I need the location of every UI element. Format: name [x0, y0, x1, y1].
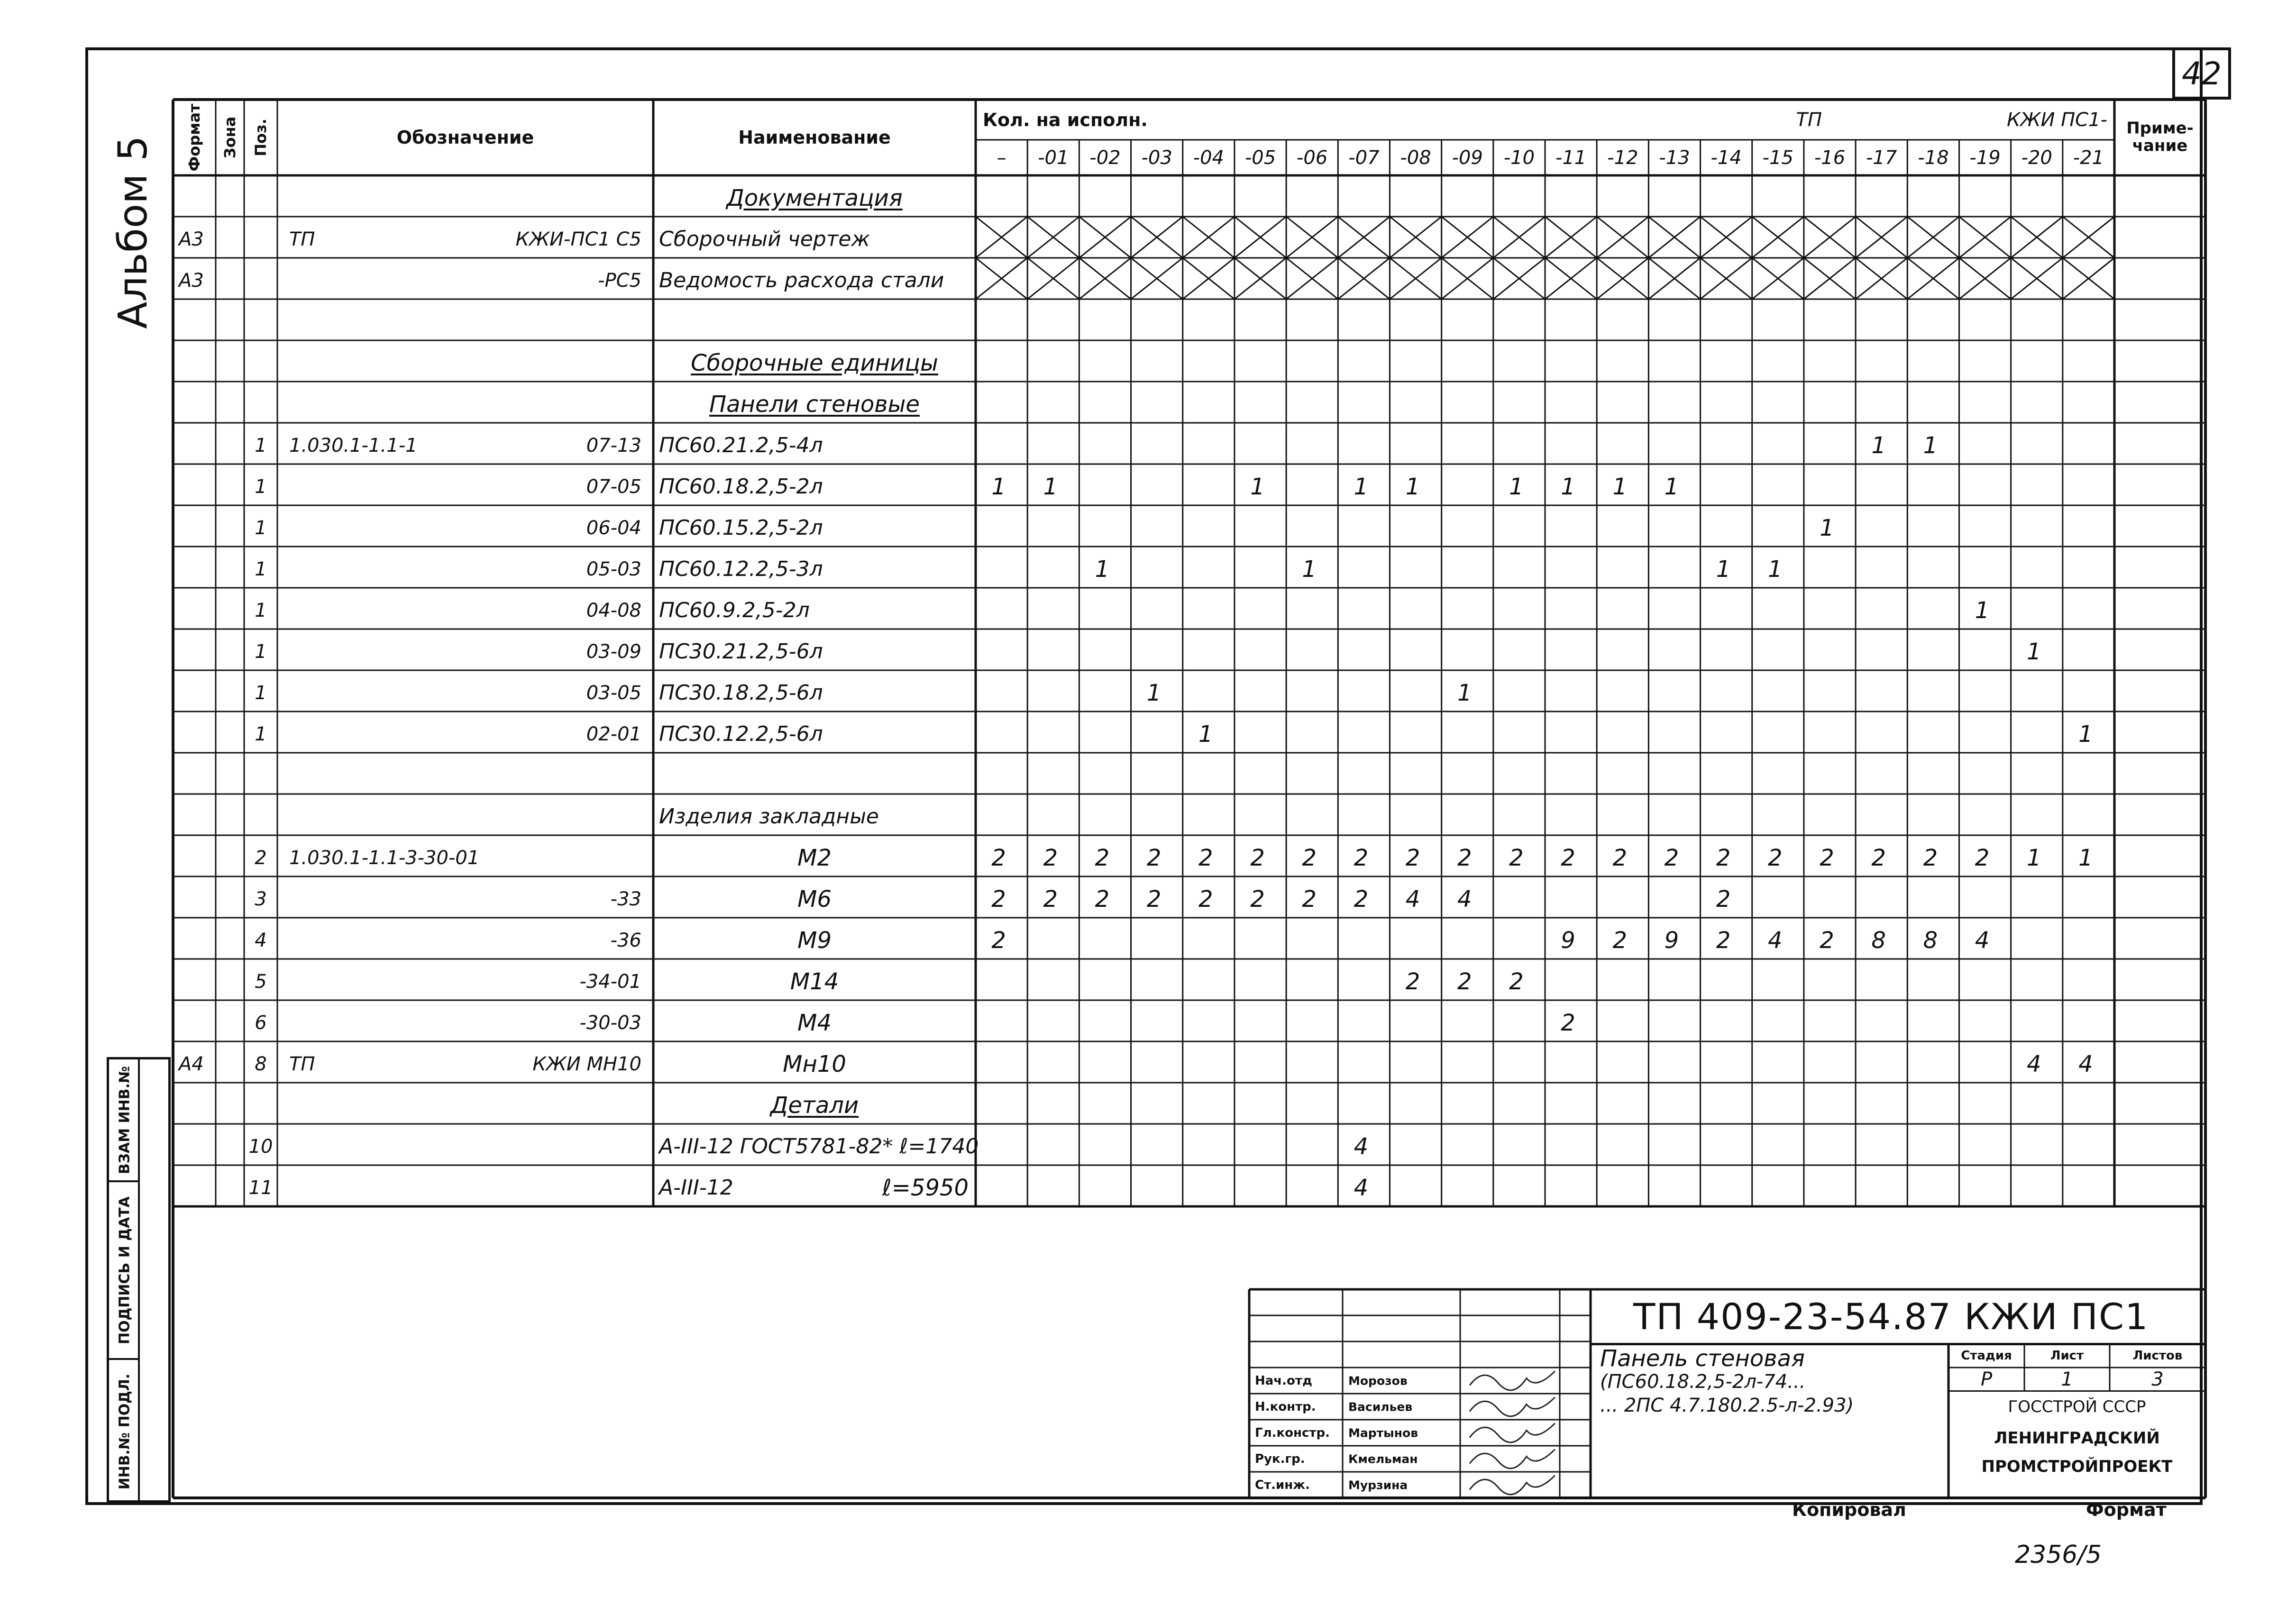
- row-position: 1: [255, 434, 267, 456]
- row-position: 1: [255, 640, 267, 663]
- row-designation-left: ТП: [289, 228, 315, 250]
- variant-quantity: 1: [1198, 721, 1213, 748]
- row-section-title: Сборочные единицы: [691, 349, 938, 376]
- header-zone: Зона: [221, 116, 239, 159]
- variant-quantity: 2: [1923, 844, 1938, 871]
- header-series-code: КЖИ ПС1-: [2006, 109, 2107, 131]
- variant-header: -21: [2073, 146, 2104, 169]
- header-pos: Поз.: [252, 119, 270, 156]
- header-note: Приме- чание: [2126, 119, 2194, 155]
- document-code: ТП 409-23-54.87 КЖИ ПС1: [1633, 1295, 2149, 1338]
- variant-quantity: 2: [1095, 885, 1110, 912]
- row-format: А3: [179, 228, 204, 250]
- variant-header: -19: [1969, 146, 2001, 169]
- row-name: А-III-12 ГОСТ5781-82* ℓ=1740: [659, 1134, 979, 1159]
- variant-header: -05: [1244, 146, 1276, 169]
- row-position: 3: [255, 888, 267, 910]
- variant-quantity: 2: [1457, 844, 1472, 871]
- variant-quantity: 2: [1457, 968, 1472, 995]
- row-name: М2: [797, 844, 832, 871]
- sheets-label: Листов: [2132, 1349, 2183, 1363]
- variant-header: -03: [1141, 146, 1172, 169]
- row-designation-right: -33: [610, 888, 641, 910]
- header-qty-title: Кол. на исполн.: [983, 109, 1148, 130]
- row-name: Ведомость расхода стали: [659, 268, 944, 292]
- variant-header: -02: [1089, 146, 1121, 169]
- variant-quantity: 2: [1612, 844, 1628, 871]
- variant-quantity: 2: [1820, 844, 1834, 871]
- variant-quantity: 1: [1250, 473, 1265, 500]
- variant-quantity: 9: [1561, 927, 1575, 954]
- row-position: 11: [248, 1177, 273, 1199]
- row-name: Изделия закладные: [659, 804, 879, 829]
- variant-header: -06: [1297, 146, 1328, 169]
- row-designation-right: 03-09: [586, 640, 641, 663]
- variant-header: -14: [1711, 146, 1742, 169]
- row-name: Мн10: [783, 1050, 846, 1077]
- variant-quantity: 1: [1664, 473, 1679, 500]
- row-position: 1: [255, 475, 267, 498]
- signature-mark: [1470, 1423, 1555, 1442]
- variant-quantity: 1: [2026, 638, 2041, 665]
- row-designation-left: 1.030.1-1.1-3-30-01: [289, 847, 480, 869]
- footer-format: Формат: [2086, 1499, 2167, 1520]
- variant-quantity: 2: [1716, 844, 1731, 871]
- variant-header: -15: [1762, 146, 1793, 169]
- row-name: ПС30.18.2,5-6л: [659, 680, 823, 705]
- row-position: 1: [255, 517, 267, 539]
- row-format: А4: [179, 1053, 204, 1075]
- variant-quantity: 8: [1871, 927, 1886, 954]
- row-designation-left: 1.030.1-1.1-1: [289, 434, 418, 456]
- title-person: Морозов: [1348, 1374, 1408, 1387]
- variant-quantity: 2: [1664, 844, 1679, 871]
- variant-quantity: 2: [1820, 927, 1834, 954]
- side-stamp-replaced-inv-text: ВЗАМ ИНВ.№: [116, 1066, 133, 1174]
- title-role: Ст.инж.: [1255, 1478, 1310, 1492]
- row-name: М14: [790, 968, 839, 995]
- variant-quantity: 1: [1095, 556, 1110, 583]
- title-person: Мартынов: [1348, 1426, 1418, 1440]
- side-stamp-signature-date-text: ПОДПИСЬ И ДАТА: [116, 1196, 133, 1344]
- album-label-text: Альбом 5: [110, 136, 156, 329]
- row-position: 10: [248, 1135, 273, 1158]
- variant-quantity: 2: [1146, 844, 1162, 871]
- row-position: 2: [255, 847, 267, 869]
- title-person: Кмельман: [1348, 1452, 1418, 1466]
- row-name: ПС60.15.2,5-2л: [659, 515, 823, 540]
- variant-quantity: 2: [1043, 885, 1058, 912]
- variant-quantity: 8: [1923, 927, 1938, 954]
- variant-quantity: 2: [1716, 885, 1731, 912]
- row-name: ПС30.12.2,5-6л: [659, 721, 823, 746]
- row-designation-right: 06-04: [586, 517, 641, 539]
- footer-copied: Копировал: [1792, 1499, 1906, 1520]
- variant-quantity: 2: [1043, 844, 1058, 871]
- row-name: М6: [797, 885, 832, 912]
- variant-quantity: 2: [1561, 844, 1575, 871]
- item-title: Панель стеновая: [1600, 1345, 1805, 1372]
- variant-quantity: 1: [1043, 473, 1058, 500]
- variant-header: -09: [1452, 146, 1483, 169]
- sheets-value: 3: [2151, 1368, 2164, 1390]
- row-format: А3: [179, 269, 204, 292]
- variant-quantity: 2: [1198, 885, 1213, 912]
- variant-quantity: 2: [991, 844, 1006, 871]
- header-designation: Обозначение: [396, 127, 534, 148]
- title-person: Мурзина: [1348, 1478, 1408, 1492]
- row-designation-right: -34-01: [579, 970, 641, 993]
- variant-quantity: 1: [991, 473, 1006, 500]
- row-name: ПС60.9.2,5-2л: [659, 598, 810, 622]
- variant-quantity: 1: [1923, 432, 1938, 459]
- variant-quantity: 1: [1768, 556, 1783, 583]
- row-designation-right: 07-05: [586, 475, 641, 498]
- variant-quantity: 2: [1768, 844, 1783, 871]
- row-name: Сборочный чертеж: [659, 227, 870, 251]
- variant-quantity: 2: [1198, 844, 1213, 871]
- row-designation-right: -36: [610, 929, 641, 951]
- variant-quantity: 4: [1768, 927, 1783, 954]
- variant-quantity: 2: [1250, 844, 1265, 871]
- variant-quantity: 2: [991, 885, 1006, 912]
- row-name: М4: [797, 1009, 832, 1036]
- title-role: Рук.гр.: [1255, 1451, 1305, 1466]
- row-name: ПС60.21.2,5-4л: [659, 433, 823, 457]
- row-designation-right: -РС5: [598, 269, 641, 292]
- variant-quantity: 2: [1871, 844, 1886, 871]
- row-position: 1: [255, 723, 267, 745]
- variant-quantity: 4: [1975, 927, 1990, 954]
- row-designation-right: КЖИ-ПС1 С5: [515, 228, 641, 250]
- row-name: М9: [797, 927, 832, 954]
- row-designation-right: 07-13: [586, 434, 641, 456]
- title-role: Н.контр.: [1255, 1399, 1316, 1414]
- row-position: 1: [255, 682, 267, 704]
- variant-quantity: 4: [2026, 1050, 2041, 1077]
- variant-quantity: 1: [2078, 844, 2093, 871]
- variant-quantity: 2: [1405, 844, 1420, 871]
- row-position: 8: [255, 1053, 267, 1075]
- row-designation-right: 02-01: [586, 723, 641, 745]
- row-designation-right: 05-03: [586, 558, 641, 580]
- variant-header: -04: [1193, 146, 1224, 169]
- variant-quantity: 1: [1871, 432, 1886, 459]
- variant-header: -18: [1918, 146, 1949, 169]
- row-name: А-III-12: [659, 1175, 733, 1200]
- org-name-line1: ЛЕНИНГРАДСКИЙ: [1994, 1428, 2160, 1448]
- variant-header: -07: [1348, 146, 1380, 169]
- org-name-line2: ПРОМСТРОЙПРОЕКТ: [1981, 1457, 2173, 1476]
- variant-quantity: 1: [1354, 473, 1369, 500]
- row-section-title: Документация: [726, 184, 903, 211]
- variant-header: -16: [1814, 146, 1846, 169]
- header-format: Формат: [185, 103, 203, 172]
- stage-label: Стадия: [1961, 1349, 2012, 1363]
- variant-quantity: 1: [1975, 597, 1990, 624]
- variant-quantity: 2: [1716, 927, 1731, 954]
- variant-quantity: 1: [1457, 679, 1472, 706]
- variant-quantity: 1: [1509, 473, 1524, 500]
- row-position: 1: [255, 558, 267, 580]
- row-designation-right: 03-05: [586, 682, 641, 704]
- signature-mark: [1470, 1476, 1555, 1495]
- variant-header: -17: [1866, 146, 1897, 169]
- header-name: Наименование: [738, 127, 891, 148]
- row-name-length: ℓ=5950: [882, 1174, 969, 1201]
- variant-quantity: 1: [1612, 473, 1628, 500]
- variant-quantity: 1: [1405, 473, 1420, 500]
- variant-header: -13: [1659, 146, 1690, 169]
- stage-value: Р: [1980, 1368, 1993, 1390]
- row-position: 4: [255, 929, 267, 951]
- header-series-tp: ТП: [1796, 109, 1822, 131]
- side-stamp-original-inv-text: ИНВ.№ ПОДЛ.: [116, 1373, 133, 1489]
- variant-quantity: 2: [1250, 885, 1265, 912]
- item-range-end: ... 2ПС 4.7.180.2.5-л-2.93): [1600, 1394, 1854, 1416]
- variant-quantity: 9: [1664, 927, 1679, 954]
- variant-header: -12: [1607, 146, 1638, 169]
- variant-header: -10: [1503, 146, 1535, 169]
- row-position: 1: [255, 599, 267, 621]
- variant-header: -20: [2021, 146, 2052, 169]
- row-section-title: Детали: [770, 1092, 859, 1119]
- title-role: Нач.отд: [1255, 1373, 1312, 1388]
- variant-quantity: 2: [1354, 844, 1369, 871]
- row-section-title: Панели стеновые: [709, 391, 920, 418]
- variant-quantity: 1: [2026, 844, 2041, 871]
- variant-quantity: 2: [1612, 927, 1628, 954]
- org-ministry: ГОССТРОЙ СССР: [2008, 1397, 2146, 1416]
- variant-quantity: 1: [1302, 556, 1317, 583]
- inventory-number: 2356/5: [2015, 1541, 2102, 1569]
- variant-header: –: [997, 146, 1006, 169]
- variant-header: -01: [1038, 146, 1069, 169]
- row-designation-right: -30-03: [579, 1012, 641, 1034]
- variant-quantity: 1: [1820, 514, 1834, 541]
- signature-mark: [1470, 1397, 1555, 1416]
- row-position: 5: [255, 970, 267, 993]
- sheet-value: 1: [2061, 1368, 2073, 1390]
- row-designation-right: 04-08: [586, 599, 641, 621]
- row-name: ПС60.18.2,5-2л: [659, 474, 823, 499]
- title-role: Гл.констр.: [1255, 1425, 1330, 1440]
- row-name: ПС30.21.2,5-6л: [659, 639, 823, 664]
- variant-header: -11: [1555, 146, 1587, 169]
- variant-header: -08: [1400, 146, 1431, 169]
- variant-quantity: 2: [1509, 968, 1524, 995]
- variant-quantity: 2: [1095, 844, 1110, 871]
- row-designation-left: ТП: [289, 1053, 315, 1075]
- item-range-start: (ПС60.18.2,5-2л-74...: [1600, 1371, 1806, 1393]
- signature-mark: [1470, 1450, 1555, 1469]
- variant-quantity: 2: [991, 927, 1006, 954]
- variant-quantity: 2: [1509, 844, 1524, 871]
- variant-quantity: 2: [1354, 885, 1369, 912]
- variant-quantity: 2: [1561, 1009, 1575, 1036]
- row-name: ПС60.12.2,5-3л: [659, 557, 823, 581]
- sheet-number: 42: [2182, 55, 2222, 92]
- variant-quantity: 4: [1354, 1174, 1369, 1201]
- variant-quantity: 1: [1146, 679, 1162, 706]
- row-position: 6: [255, 1012, 267, 1034]
- variant-quantity: 4: [1354, 1133, 1369, 1160]
- variant-quantity: 2: [1975, 844, 1990, 871]
- variant-quantity: 2: [1146, 885, 1162, 912]
- variant-quantity: 1: [2078, 721, 2093, 748]
- variant-quantity: 4: [1457, 885, 1472, 912]
- variant-quantity: 2: [1302, 844, 1317, 871]
- signature-mark: [1470, 1371, 1555, 1390]
- variant-quantity: 4: [1405, 885, 1420, 912]
- title-person: Васильев: [1348, 1400, 1413, 1414]
- sheet-label: Лист: [2050, 1349, 2084, 1363]
- variant-quantity: 2: [1405, 968, 1420, 995]
- variant-quantity: 1: [1716, 556, 1731, 583]
- variant-quantity: 2: [1302, 885, 1317, 912]
- variant-quantity: 1: [1561, 473, 1575, 500]
- row-designation-right: КЖИ МН10: [532, 1053, 641, 1075]
- variant-quantity: 4: [2078, 1050, 2093, 1077]
